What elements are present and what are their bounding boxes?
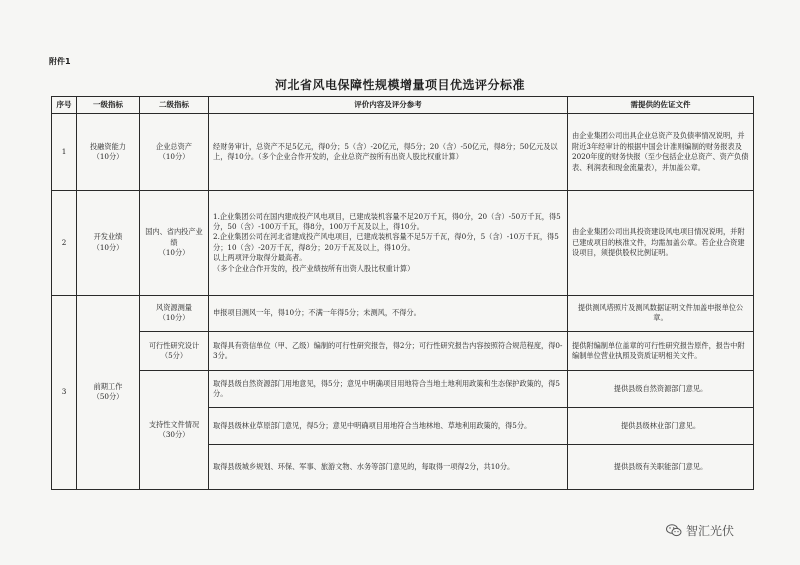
header-content: 评价内容及评分参考 [209,97,568,114]
row-level1: 开发业绩 （10分） [77,191,140,295]
scoring-table [51,96,754,490]
table-row [52,114,754,191]
row-content: 申报项目测风一年，得10分；不满一年得5分；未测风，不得分。 [209,295,568,332]
page-title: 河北省风电保障性规模增量项目优选评分标准 [274,78,525,92]
row-content: 经财务审计，总资产不足5亿元，得0分；5（含）-20亿元，得5分；20（含）-50亿元，得8分；50亿元及以上，得10分。（多个企业合作开发的，企业总资产按所有出资人股比权重计算） [209,114,568,191]
row-content: 取得县级自然资源部门用地意见，得5分；意见中明确项目用地符合当地土地利用政策和生态保护政策的，得5分。 [209,371,568,408]
row-content: 取得县级城乡规划、环保、军事、旅游文物、水务等部门意见的，每取得一项得2分，共10分。 [209,444,568,489]
row-evidence: 提供附编制单位盖章的可行性研究报告原件，报告中附编制单位营业执照及资质证明相关文件。 [568,332,754,371]
row-level2: 国内、省内投产业绩 （10分） [140,191,209,295]
table-row [52,332,754,371]
table-row [52,191,754,295]
row-level1: 投融资能力 （10分） [77,114,140,191]
row-evidence: 提供县级有关职能部门意见。 [568,444,754,489]
row-level2: 可行性研究设计（5分） [140,332,209,371]
watermark-text: 智汇光伏 [686,524,735,538]
row-level2: 支持性文件情况（30分） [140,371,209,490]
row-evidence: 提供测风塔照片及测风数据证明文件加盖申报单位公章。 [568,295,754,332]
row-evidence: 由企业集团公司出具投资建设风电项目情况说明，并附已建成项目的核准文件，均需加盖公章。若企业合资建设项目，须提供股权比例证明。 [568,191,754,295]
header-level2: 二级指标 [140,97,209,114]
row-seq: 3 [52,295,77,489]
row-level2: 企业总资产 （10分） [140,114,209,191]
table-header-row [52,97,754,114]
row-seq: 1 [52,114,77,191]
row-seq: 2 [52,191,77,295]
row-level2: 风资源测量 （10分） [140,295,209,332]
row-evidence: 提供县级自然资源部门意见。 [568,371,754,408]
row-content: 1.企业集团公司在国内建成投产风电项目，已建成装机容量不足20万千瓦，得0分，20（含）-50万千瓦，得5分，50（含）-100万千瓦，得8分，100万千瓦及以上，得10分。 2.企业集团公司在河北省建成投产风电项目，已建成装机容量不足5万千瓦，得0分，5（含）-10万千瓦，得5分；10（含）-20万千瓦，得8分；20万千瓦及以上，得10分。 以上两项评分取得分最高者。 （多个企业合作开发的，投产业绩按所有出资人股比权重计算） [209,191,568,295]
wechat-icon [666,524,682,537]
row-content: 取得县级林业草原部门意见，得5分；意见中明确项目用地符合当地林地、草地利用政策的，得5分。 [209,408,568,445]
attachment-label: 附件1 [49,57,71,66]
table-row [52,371,754,408]
row-content: 取得具有资信单位（甲、乙级）编制的可行性研究报告，得2分；可行性研究报告内容按照符合规范程度，得0-3分。 [209,332,568,371]
watermark [666,522,734,539]
header-evidence: 需提供的佐证文件 [568,97,754,114]
row-level1: 前期工作 （50分） [77,295,140,489]
row-evidence: 由企业集团公司出具企业总资产及负债率情况说明，并附近3年经审计的根据中国会计准则编制的财务报表及2020年度的财务快报（至少包括企业总资产、资产负债表、利润表和现金流量表），并加盖公章。 [568,114,754,191]
header-level1: 一级指标 [77,97,140,114]
header-seq: 序号 [52,97,77,114]
table-row [52,295,754,332]
row-evidence: 提供县级林业部门意见。 [568,408,754,445]
